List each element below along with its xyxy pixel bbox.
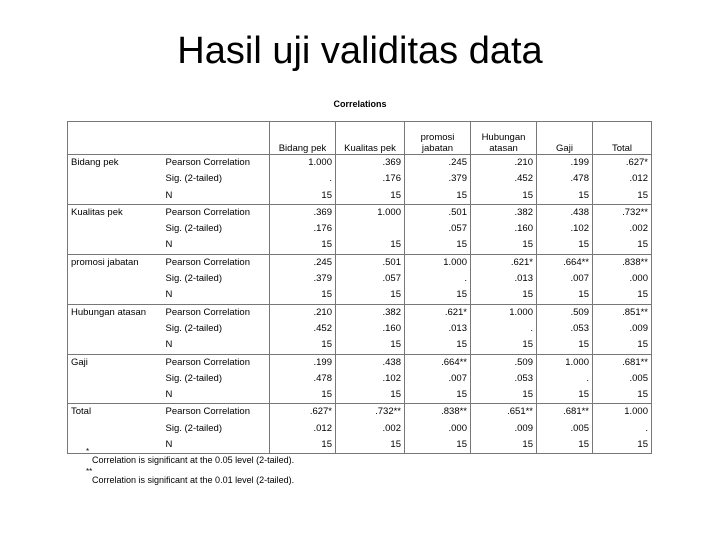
- table-row: [68, 204, 652, 221]
- table-cell: 1.000: [593, 404, 652, 421]
- table-cell: .: [593, 421, 652, 437]
- table-cell: .838**: [593, 254, 652, 271]
- row-variable: [68, 171, 163, 187]
- table-cell: .627*: [270, 404, 336, 421]
- table-cell: .379: [405, 171, 471, 187]
- row-variable: [68, 337, 163, 354]
- table-caption-text: Correlations: [333, 99, 387, 109]
- table-cell: 15: [405, 387, 471, 404]
- table-row: [68, 337, 652, 354]
- table-cell: 15: [405, 287, 471, 304]
- column-header: Gaji: [537, 122, 593, 155]
- table-cell: .: [537, 371, 593, 387]
- footnotes: [83, 448, 294, 488]
- footnote: [83, 468, 294, 486]
- table-cell: 15: [471, 188, 537, 205]
- table-cell: 15: [405, 337, 471, 354]
- table-cell: 15: [336, 287, 405, 304]
- table-cell: 15: [270, 287, 336, 304]
- table-cell: .005: [593, 371, 652, 387]
- table-caption: [0, 99, 720, 109]
- table-cell: .681**: [537, 404, 593, 421]
- table-cell: 15: [537, 188, 593, 205]
- table-cell: 15: [405, 237, 471, 254]
- stat-label: Sig. (2-tailed): [165, 422, 222, 434]
- table-row: [68, 421, 652, 437]
- row-variable: [68, 371, 163, 387]
- table-row: [68, 287, 652, 304]
- header-blank: [163, 122, 270, 155]
- table-cell: 15: [336, 387, 405, 404]
- stat-label: Pearson Correlation: [165, 206, 250, 218]
- table-cell: .: [405, 271, 471, 287]
- table-cell: .009: [471, 421, 537, 437]
- table-body: [68, 155, 652, 454]
- table-cell: .501: [336, 254, 405, 271]
- footnote-text: Correlation is significant at the 0.05 level (2-tailed).: [92, 455, 295, 465]
- row-variable: [68, 287, 163, 304]
- table-cell: .621*: [405, 304, 471, 321]
- table-cell: .664**: [405, 354, 471, 371]
- table-cell: .732**: [593, 204, 652, 221]
- stat-label: N: [163, 437, 270, 454]
- column-header: Bidang pek: [270, 122, 336, 155]
- table-cell: .438: [537, 204, 593, 221]
- table-cell: .160: [471, 221, 537, 237]
- table-cell: 15: [336, 337, 405, 354]
- stat-label: N: [163, 387, 270, 404]
- stat-label: Pearson Correlation: [165, 157, 250, 168]
- header-blank: [68, 122, 163, 155]
- table-cell: .210: [471, 155, 537, 172]
- row-variable: [68, 321, 163, 337]
- table-cell: 15: [405, 437, 471, 454]
- table-cell: 15: [336, 237, 405, 254]
- row-variable: Total: [68, 404, 163, 421]
- table-cell: .176: [336, 171, 405, 187]
- table-cell: .452: [270, 321, 336, 337]
- table-cell: .199: [537, 155, 593, 172]
- table-row: [68, 304, 652, 321]
- table-cell: .012: [270, 421, 336, 437]
- table-row: [68, 155, 652, 172]
- table-cell: .013: [471, 271, 537, 287]
- table-cell: .005: [537, 421, 593, 437]
- table-cell: .210: [270, 304, 336, 321]
- table-cell: 15: [593, 188, 652, 205]
- table-cell: 15: [537, 337, 593, 354]
- table-cell: .012: [593, 171, 652, 187]
- column-header: promosi jabatan: [405, 122, 471, 155]
- table-cell: .: [270, 171, 336, 187]
- table-cell: 15: [593, 237, 652, 254]
- stat-label: Pearson Correlation: [165, 356, 250, 368]
- table-cell: .245: [270, 254, 336, 271]
- row-variable: [68, 221, 163, 237]
- table-cell: .501: [405, 204, 471, 221]
- table-cell: .013: [405, 321, 471, 337]
- table-cell: 1.000: [405, 254, 471, 271]
- table-cell: 15: [471, 437, 537, 454]
- table-cell: .057: [336, 271, 405, 287]
- table-cell: .382: [471, 204, 537, 221]
- footnote-mark: **: [86, 467, 93, 476]
- table-cell: 1.000: [270, 155, 336, 172]
- table-cell: 15: [270, 387, 336, 404]
- table-cell: 1.000: [537, 354, 593, 371]
- table-cell: .000: [593, 271, 652, 287]
- table-row: [68, 188, 652, 205]
- footnote-text: Correlation is significant at the 0.01 level (2-tailed).: [92, 475, 295, 485]
- table-cell: .438: [336, 354, 405, 371]
- correlations-table: [67, 121, 652, 454]
- table-row: [68, 221, 652, 237]
- table-cell: 15: [537, 237, 593, 254]
- stat-label: Sig. (2-tailed): [165, 223, 222, 235]
- table-cell: .478: [537, 171, 593, 187]
- table-row: [68, 271, 652, 287]
- table-cell: 15: [471, 287, 537, 304]
- table-row: [68, 171, 652, 187]
- table-cell: 15: [593, 287, 652, 304]
- table-cell: .053: [471, 371, 537, 387]
- stat-label: N: [163, 337, 270, 354]
- table-cell: 1.000: [336, 204, 405, 221]
- stat-label: N: [163, 287, 270, 304]
- table-cell: .509: [471, 354, 537, 371]
- table-cell: .057: [405, 221, 471, 237]
- table-cell: .007: [537, 271, 593, 287]
- table-cell: .007: [405, 371, 471, 387]
- table-cell: .102: [537, 221, 593, 237]
- table-cell: 15: [537, 437, 593, 454]
- table-cell: .651**: [471, 404, 537, 421]
- table-cell: .002: [336, 421, 405, 437]
- column-header: Kualitas pek: [336, 122, 405, 155]
- table-cell: .379: [270, 271, 336, 287]
- stat-label: N: [163, 188, 270, 205]
- table-cell: .: [471, 321, 537, 337]
- table-row: [68, 387, 652, 404]
- table-cell: .199: [270, 354, 336, 371]
- table-cell: 15: [537, 387, 593, 404]
- row-variable: [68, 188, 163, 205]
- table-cell: .245: [405, 155, 471, 172]
- table-cell: .732**: [336, 404, 405, 421]
- stat-label: Pearson Correlation: [165, 406, 250, 418]
- row-variable: [68, 421, 163, 437]
- stat-label: Sig. (2-tailed): [165, 322, 222, 334]
- table-row: [68, 254, 652, 271]
- table-cell: .664**: [537, 254, 593, 271]
- table-cell: .478: [270, 371, 336, 387]
- stat-label: N: [163, 237, 270, 254]
- table-cell: 15: [593, 437, 652, 454]
- table-cell: 15: [471, 237, 537, 254]
- row-variable: [68, 271, 163, 287]
- footnote: [83, 448, 294, 466]
- table-row: [68, 354, 652, 371]
- table-cell: 15: [537, 287, 593, 304]
- table-cell: .369: [270, 204, 336, 221]
- stat-label: Sig. (2-tailed): [165, 273, 222, 285]
- row-variable: Kualitas pek: [68, 204, 163, 221]
- table-cell: .452: [471, 171, 537, 187]
- table-cell: 15: [270, 237, 336, 254]
- table-cell: 15: [593, 337, 652, 354]
- table-cell: 15: [270, 188, 336, 205]
- footnote-mark: *: [86, 447, 90, 456]
- table-cell: 15: [336, 188, 405, 205]
- table-cell: .002: [593, 221, 652, 237]
- row-variable: Gaji: [68, 354, 163, 371]
- table-cell: .382: [336, 304, 405, 321]
- stat-label: Sig. (2-tailed): [165, 173, 222, 185]
- table-cell: .681**: [593, 354, 652, 371]
- table-cell: 1.000: [471, 304, 537, 321]
- table-row: [68, 371, 652, 387]
- table-cell: 15: [270, 337, 336, 354]
- table-cell: [336, 221, 405, 237]
- table-cell: .509: [537, 304, 593, 321]
- table-cell: 15: [471, 337, 537, 354]
- row-variable: Bidang pek: [68, 155, 163, 172]
- header-row: [68, 122, 652, 155]
- table-cell: 15: [336, 437, 405, 454]
- page-title: Hasil uji validitas data: [177, 30, 543, 72]
- row-variable: [68, 237, 163, 254]
- table-cell: .160: [336, 321, 405, 337]
- column-header: Total: [593, 122, 652, 155]
- table-cell: .851**: [593, 304, 652, 321]
- table-cell: .369: [336, 155, 405, 172]
- stat-label: Sig. (2-tailed): [165, 372, 222, 384]
- table-cell: 15: [270, 437, 336, 454]
- row-variable: promosi jabatan: [68, 254, 163, 271]
- table-cell: .053: [537, 321, 593, 337]
- table-cell: .000: [405, 421, 471, 437]
- table-cell: .102: [336, 371, 405, 387]
- table-row: [68, 321, 652, 337]
- table-cell: .176: [270, 221, 336, 237]
- table-cell: 15: [405, 188, 471, 205]
- table-cell: .627*: [593, 155, 652, 172]
- table-row: [68, 404, 652, 421]
- table-row: [68, 237, 652, 254]
- stat-label: Pearson Correlation: [165, 306, 250, 318]
- stat-label: Pearson Correlation: [165, 256, 250, 268]
- column-header: Hubungan atasan: [471, 122, 537, 155]
- row-variable: Hubungan atasan: [68, 304, 163, 321]
- table-cell: 15: [471, 387, 537, 404]
- table-cell: .009: [593, 321, 652, 337]
- table-cell: .838**: [405, 404, 471, 421]
- table-cell: .621*: [471, 254, 537, 271]
- table-cell: 15: [593, 387, 652, 404]
- row-variable: [68, 387, 163, 404]
